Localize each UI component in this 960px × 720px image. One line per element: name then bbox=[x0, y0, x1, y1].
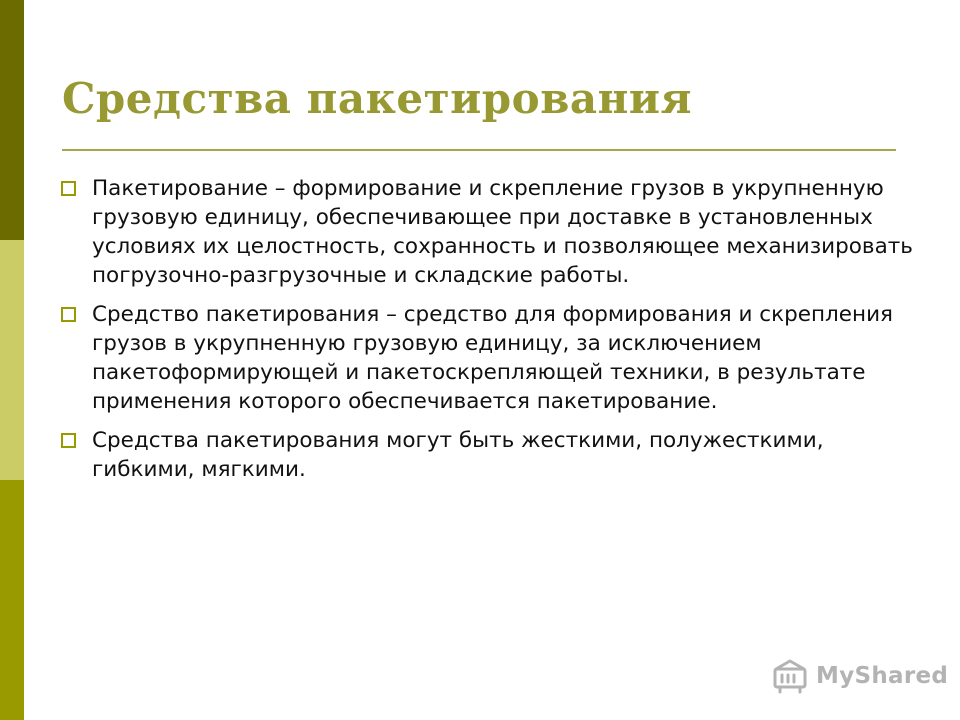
side-bar-middle-segment bbox=[0, 240, 24, 480]
myshared-logo-icon bbox=[770, 657, 810, 695]
watermark-text: MyShared bbox=[816, 663, 949, 689]
bullet-item bbox=[60, 426, 920, 484]
square-bullet-icon bbox=[61, 307, 76, 322]
bullet-text: Пакетирование – формирование и скрепление грузов в укрупненную грузовую единицу, обеспечивающее при доставке в установленных условиях их целостность, сохранность и позволяющее механизировать погрузочно-разгрузочные и складские работы. bbox=[92, 176, 913, 288]
square-bullet-icon bbox=[61, 181, 76, 196]
bullet-item bbox=[60, 300, 920, 416]
bullet-item bbox=[60, 174, 920, 290]
side-bar-bottom-segment bbox=[0, 480, 24, 720]
bullet-text: Средства пакетирования могут быть жесткими, полужесткими, гибкими, мягкими. bbox=[92, 428, 824, 482]
side-bar-top-segment bbox=[0, 0, 24, 240]
title-underline bbox=[62, 149, 896, 151]
side-accent-bar bbox=[0, 0, 24, 720]
slide-title: Средства пакетирования bbox=[62, 74, 693, 123]
square-bullet-icon bbox=[61, 433, 76, 448]
bullet-text: Средство пакетирования – средство для формирования и скрепления грузов в укрупненную грузовую единицу, за исключением пакетоформирующей и пакетоскрепляющей техники, в результате применения которого обеспечивается пакетирование. bbox=[92, 302, 893, 414]
watermark bbox=[770, 656, 948, 696]
bullet-list bbox=[60, 174, 920, 484]
